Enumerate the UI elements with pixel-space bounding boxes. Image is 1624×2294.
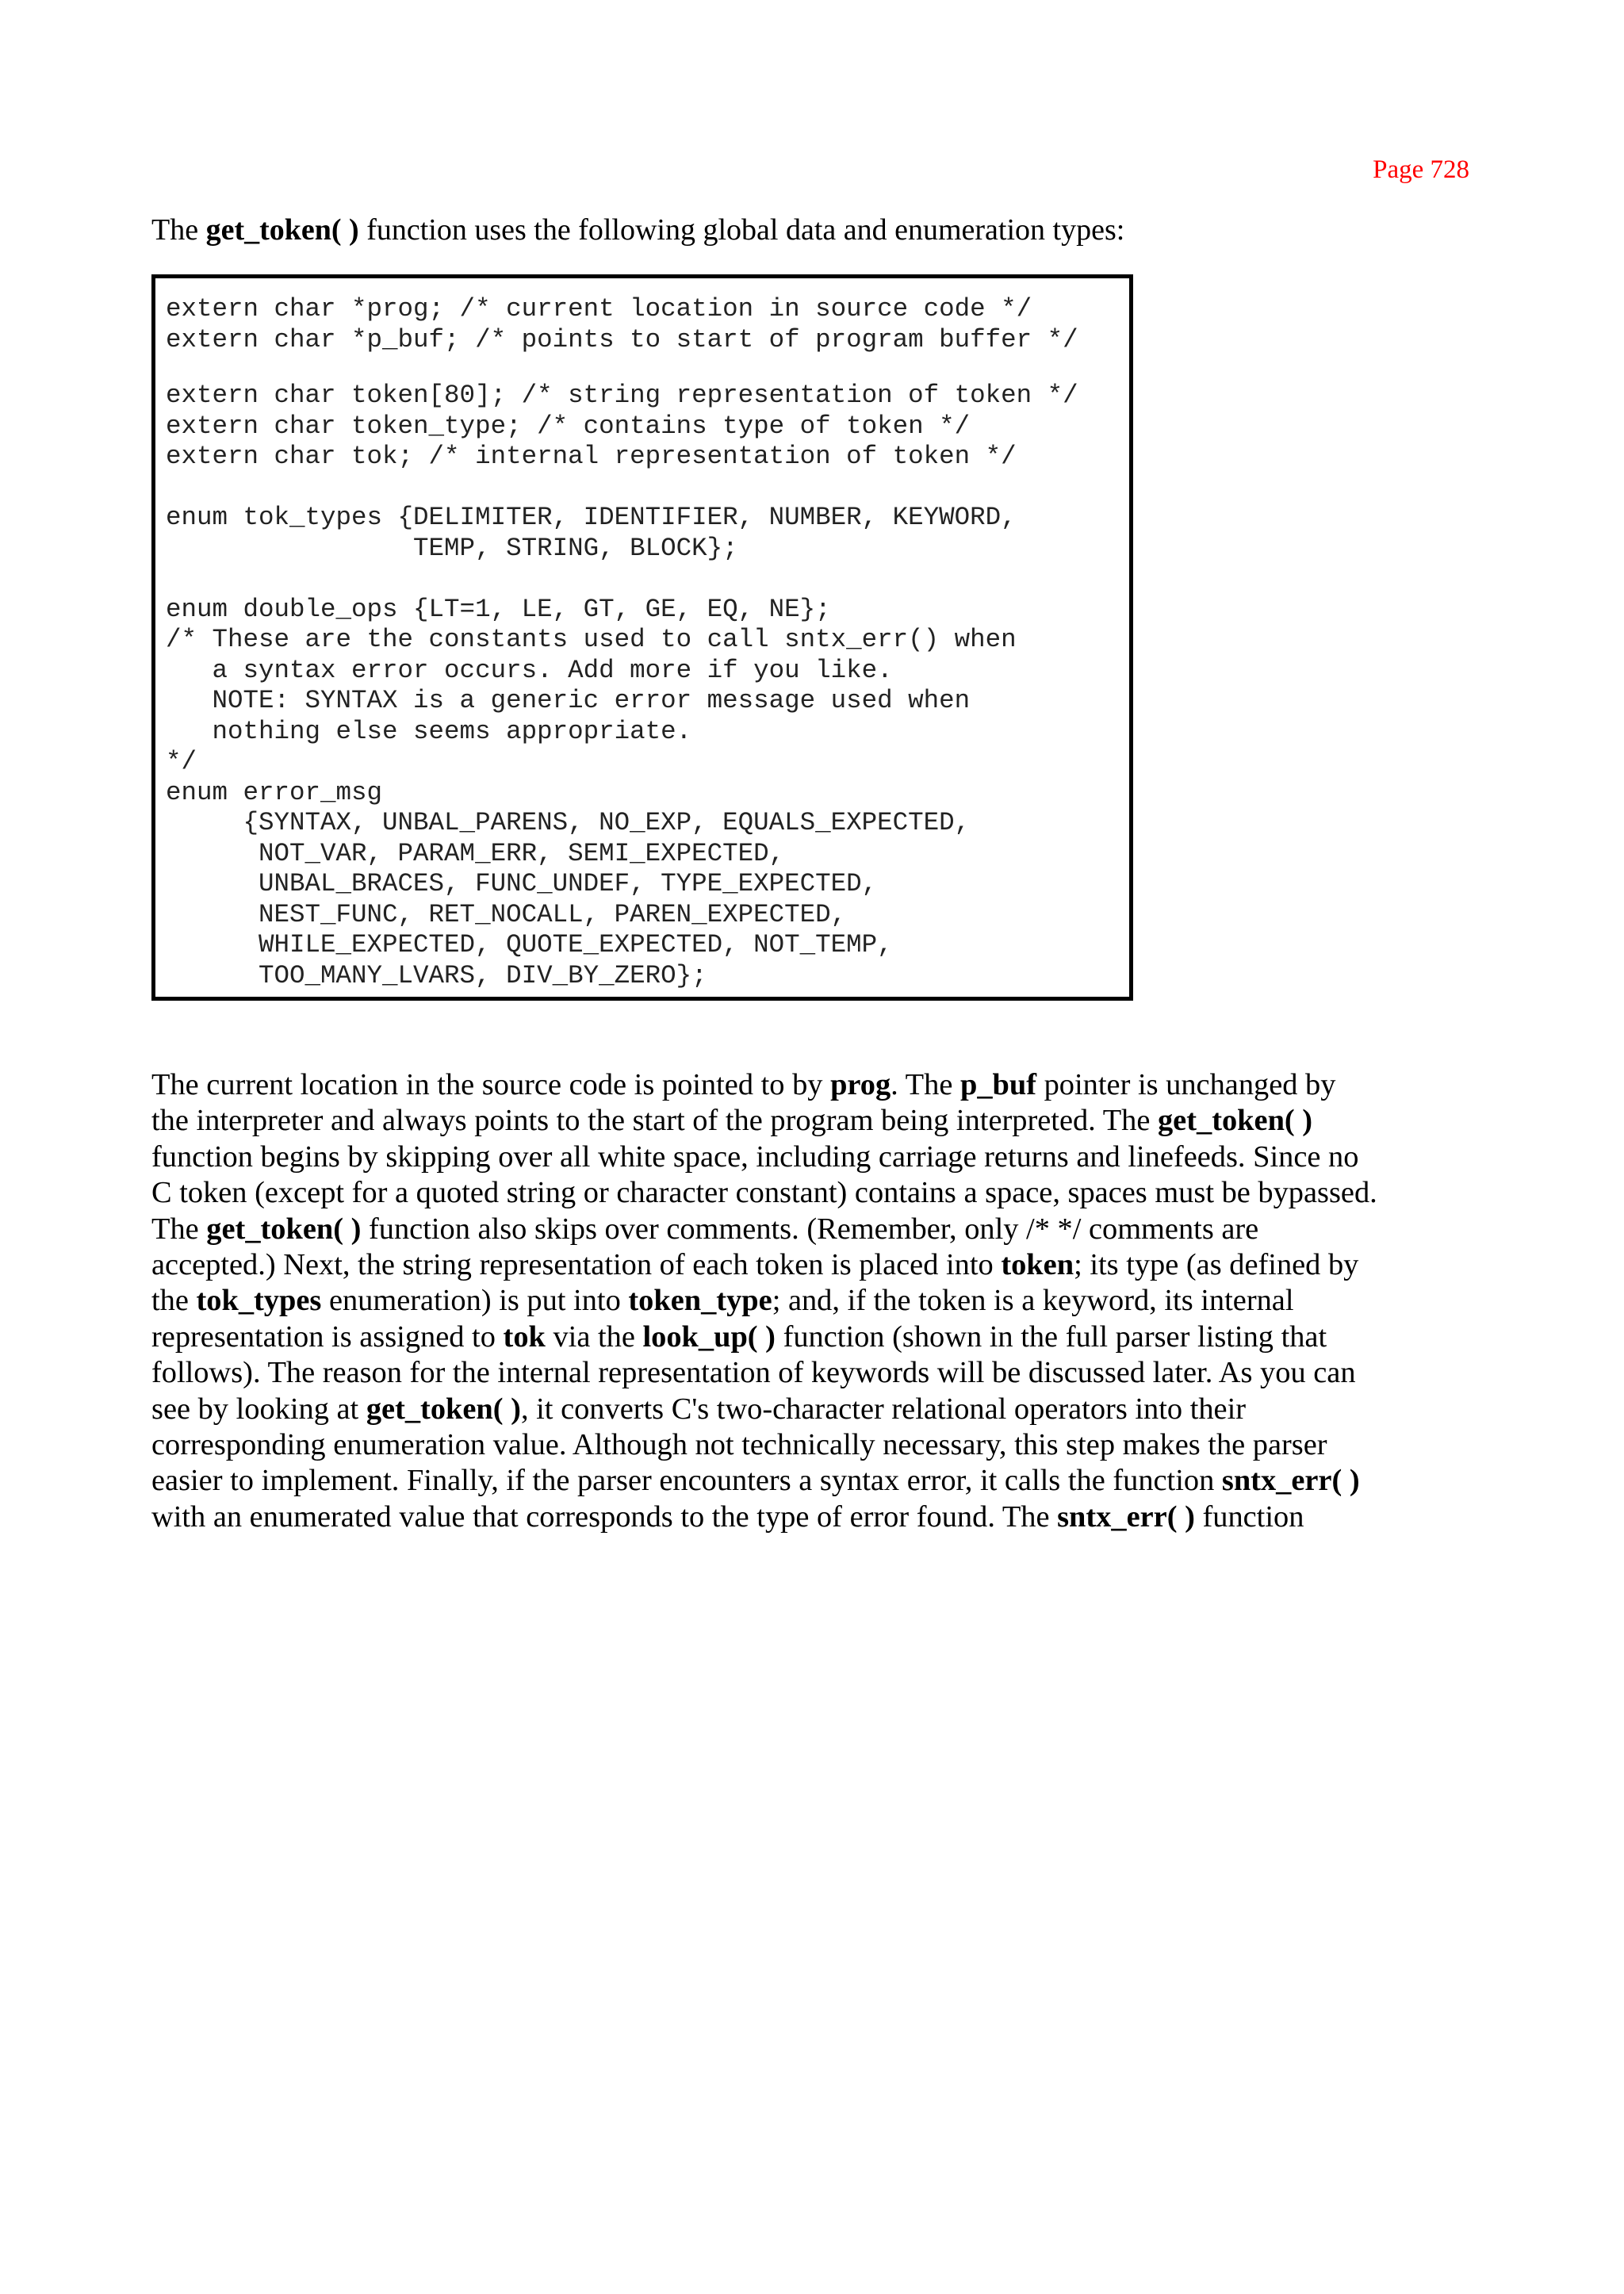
code-line: extern char *prog; /* current location in source code */ bbox=[166, 294, 1032, 324]
paragraph-line bbox=[151, 1139, 1484, 1175]
code-line: NOTE: SYNTAX is a generic error message used when bbox=[166, 686, 971, 715]
paragraph-line bbox=[151, 1067, 1484, 1103]
code-line: a syntax error occurs. Add more if you like. bbox=[166, 655, 893, 685]
paragraph-line bbox=[151, 1499, 1484, 1535]
paragraph-line bbox=[151, 1463, 1484, 1499]
code-line: nothing else seems appropriate. bbox=[166, 716, 692, 746]
code-listing bbox=[151, 274, 1133, 1001]
text-run: The bbox=[151, 1212, 207, 1246]
code-line: */ bbox=[166, 747, 197, 776]
intro-trail: function uses the following global data and enumeration types: bbox=[358, 213, 1125, 247]
text-run: via the bbox=[545, 1319, 643, 1354]
text-run: ; its type (as defined by bbox=[1074, 1247, 1359, 1281]
paragraph-line bbox=[151, 1175, 1484, 1211]
text-run: follows). The reason for the internal representation of keywords will be discussed later. As you can bbox=[151, 1356, 1356, 1390]
text-run: ; and, if the token is a keyword, its internal bbox=[772, 1284, 1294, 1318]
code-term: p_buf bbox=[959, 1068, 1037, 1101]
code-term: get_token( ) bbox=[366, 1392, 521, 1426]
code-line: {SYNTAX, UNBAL_PARENS, NO_EXP, EQUALS_EXPECTED, bbox=[166, 808, 971, 837]
code-term: tok_types bbox=[196, 1284, 322, 1318]
text-run: C token (except for a quoted string or character constant) contains a space, spaces must be bypassed. bbox=[151, 1176, 1377, 1210]
code-line: extern char token_type; /* contains type of token */ bbox=[166, 411, 971, 441]
code-line: /* These are the constants used to call sntx_err() when bbox=[166, 625, 1017, 654]
code-blank-line bbox=[166, 355, 1129, 381]
code-term: get_token( ) bbox=[206, 1212, 362, 1246]
code-line: extern char token[80]; /* string representation of token */ bbox=[166, 381, 1078, 410]
code-blank-line bbox=[166, 473, 1129, 504]
paragraph-line bbox=[151, 1283, 1484, 1319]
code-term: sntx_err( ) bbox=[1221, 1464, 1360, 1498]
code-line: extern char tok; /* internal representation of token */ bbox=[166, 442, 1017, 471]
text-run: function (shown in the full parser listing that bbox=[775, 1319, 1327, 1354]
text-run: representation is assigned to bbox=[151, 1319, 504, 1354]
text-run: corresponding enumeration value. Although not technically necessary, this step makes the parser bbox=[151, 1427, 1327, 1461]
text-run: function bbox=[1194, 1499, 1304, 1534]
code-term: token bbox=[1001, 1247, 1074, 1281]
code-term: tok bbox=[503, 1319, 546, 1354]
intro-lead: The bbox=[151, 213, 206, 247]
code-line: NOT_VAR, PARAM_ERR, SEMI_EXPECTED, bbox=[166, 838, 785, 868]
paragraph-line bbox=[151, 1103, 1484, 1139]
code-line: TOO_MANY_LVARS, DIV_BY_ZERO}; bbox=[166, 960, 707, 990]
code-line: UNBAL_BRACES, FUNC_UNDEF, TYPE_EXPECTED, bbox=[166, 869, 878, 898]
text-run: with an enumerated value that corresponds to the type of error found. The bbox=[151, 1499, 1058, 1534]
code-term: sntx_err( ) bbox=[1057, 1499, 1195, 1534]
text-run: . The bbox=[891, 1068, 960, 1101]
code-term: token_type bbox=[628, 1284, 772, 1318]
intro-function-name: get_token( ) bbox=[205, 213, 359, 247]
code-line: TEMP, STRING, BLOCK}; bbox=[166, 533, 738, 563]
code-term: get_token( ) bbox=[1157, 1104, 1313, 1138]
page-number: Page 728 bbox=[1373, 155, 1469, 184]
code-blank-line bbox=[166, 564, 1129, 595]
code-line: extern char *p_buf; /* points to start of program buffer */ bbox=[166, 324, 1078, 354]
paragraph-line bbox=[151, 1247, 1484, 1283]
text-run: pointer is unchanged by bbox=[1036, 1068, 1336, 1101]
text-run: the interpreter and always points to the start of the program being interpreted. The bbox=[151, 1104, 1158, 1138]
code-line: enum tok_types {DELIMITER, IDENTIFIER, NUMBER, KEYWORD, bbox=[166, 503, 1017, 532]
paragraph-line bbox=[151, 1427, 1484, 1463]
text-run: easier to implement. Finally, if the parser encounters a syntax error, it calls the function bbox=[151, 1464, 1222, 1498]
paragraph-line bbox=[151, 1319, 1484, 1355]
text-run: the bbox=[151, 1284, 197, 1318]
text-run: accepted.) Next, the string representation of each token is placed into bbox=[151, 1247, 1002, 1281]
code-term: prog bbox=[830, 1068, 891, 1101]
paragraph-line bbox=[151, 1212, 1484, 1247]
intro-sentence bbox=[151, 213, 1124, 247]
text-run: The current location in the source code is pointed to by bbox=[151, 1068, 831, 1101]
code-line: NEST_FUNC, RET_NOCALL, PAREN_EXPECTED, bbox=[166, 899, 847, 929]
code-line: enum double_ops {LT=1, LE, GT, GE, EQ, NE}; bbox=[166, 594, 831, 624]
paragraph-line bbox=[151, 1355, 1484, 1391]
text-run: function begins by skipping over all white space, including carriage returns and linefeeds. Since no bbox=[151, 1139, 1359, 1174]
code-line: enum error_msg bbox=[166, 777, 383, 807]
text-run: see by looking at bbox=[151, 1392, 366, 1426]
text-run: function also skips over comments. (Remember, only /* */ comments are bbox=[361, 1212, 1259, 1246]
paragraph-line bbox=[151, 1392, 1484, 1427]
body-paragraph bbox=[151, 1067, 1484, 1535]
code-line: WHILE_EXPECTED, QUOTE_EXPECTED, NOT_TEMP, bbox=[166, 930, 893, 959]
text-run: enumeration) is put into bbox=[321, 1284, 629, 1318]
text-run: , it converts C's two-character relational operators into their bbox=[520, 1392, 1247, 1426]
code-term: look_up( ) bbox=[642, 1319, 776, 1354]
